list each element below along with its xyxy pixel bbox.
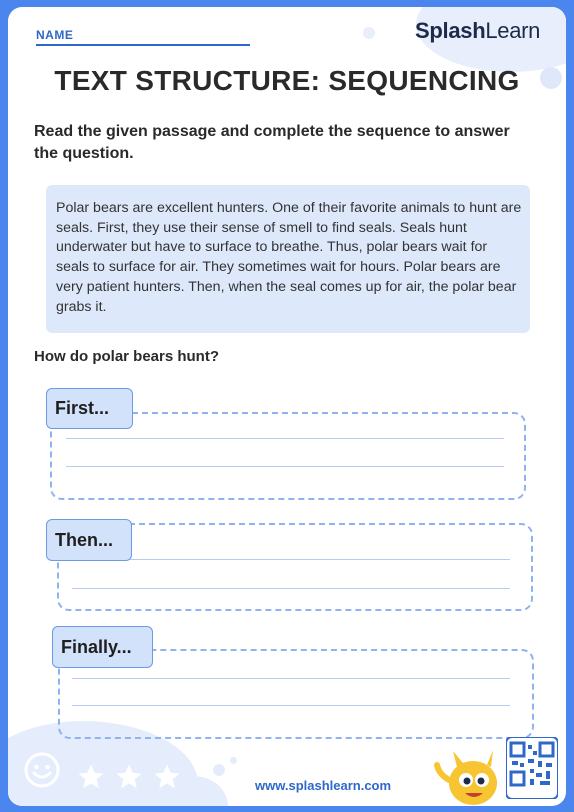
worksheet — [8, 7, 566, 806]
logo-bold: Splash — [415, 18, 486, 43]
name-field[interactable] — [36, 44, 250, 46]
answer-line — [66, 466, 504, 467]
step-label-finally: Finally... — [52, 626, 153, 668]
star-icon — [114, 762, 144, 792]
decor-dot — [213, 764, 225, 776]
question: How do polar bears hunt? — [34, 348, 220, 365]
star-icon — [76, 762, 106, 792]
website-link[interactable]: www.splashlearn.com — [255, 778, 392, 793]
step-label-then: Then... — [46, 519, 132, 561]
qr-code — [506, 737, 558, 799]
answer-line — [66, 438, 504, 439]
decor-dot — [230, 757, 237, 764]
stars-decor — [76, 762, 182, 792]
logo-regular: Learn — [485, 18, 541, 43]
answer-line — [72, 705, 510, 706]
splashlearn-logo — [415, 18, 540, 44]
answer-line — [72, 559, 510, 560]
worksheet-title: TEXT STRUCTURE: SEQUENCING — [54, 65, 520, 96]
decor-dot — [363, 27, 375, 39]
monster-mascot — [433, 747, 508, 806]
instructions: Read the given passage and complete the sequence to answer the question. — [34, 123, 510, 162]
smiley-icon — [24, 752, 60, 788]
answer-line — [72, 588, 510, 589]
step-label-first: First... — [46, 388, 133, 429]
name-label: NAME — [36, 28, 74, 42]
answer-line — [72, 678, 510, 679]
passage-box — [46, 185, 530, 333]
star-icon — [152, 762, 182, 792]
passage-text: Polar bears are excellent hunters. One of their favorite animals to hunt are seals. First, they use their sense of smell to find seals. Seals hunt underwater but have to surface to breathe. Thus, polar bears wait for seals to surface for air. They sometimes wait for hours. Polar bears are very patient hunters. Then, when the seal comes up for air, the polar bear grabs it. — [56, 200, 522, 315]
